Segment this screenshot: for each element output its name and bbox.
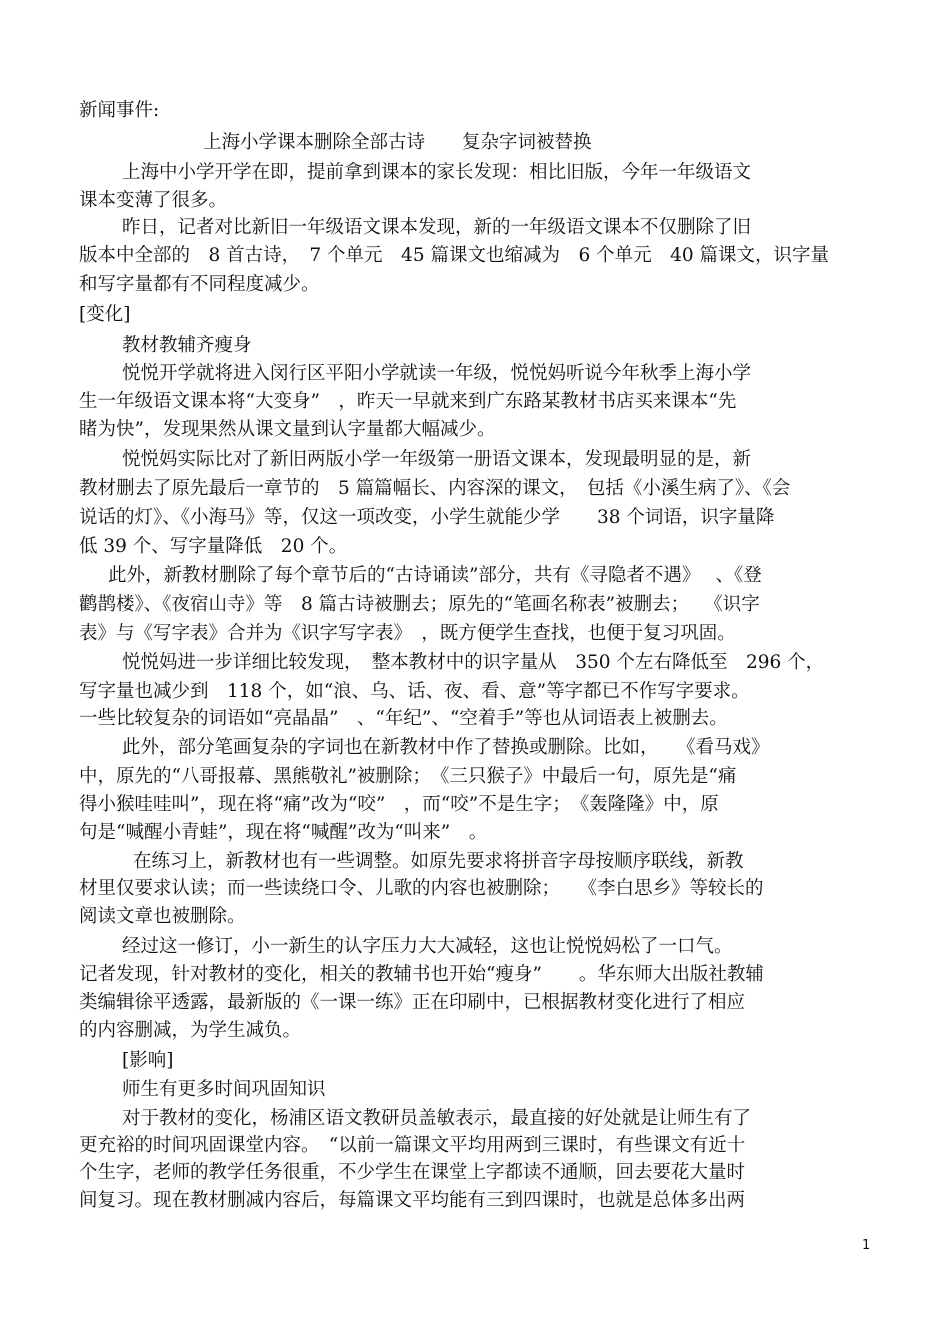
paragraph-line: 悦悦妈实际比对了新旧两版小学一年级第一册语文课本，发现最明显的是，新 (122, 449, 752, 470)
paragraph-line: 材里仅要求认读；而一些读绕口令、儿歌的内容也被删除； 《李白思乡》等较长的 (79, 878, 764, 899)
paragraph-line: 在练习上，新教材也有一些调整。如原先要求将拼音字母按顺序联线，新教 (133, 851, 744, 872)
paragraph-line: 教材删去了原先最后一章节的 5 篇篇幅长、内容深的课文， 包括《小溪生病了》、《会 (79, 478, 791, 499)
paragraph-line: 睹为快”，发现果然从课文量到认字量都大幅减少。 (79, 419, 496, 440)
paragraph-line: 悦悦开学就将进入闵行区平阳小学就读一年级，悦悦妈听说今年秋季上海小学 (122, 363, 752, 384)
section-marker: [变化] (79, 304, 131, 325)
paragraph-line: 悦悦妈进一步详细比较发现， 整本教材中的识字量从 350 个左右降低至 296 个， (122, 652, 825, 673)
headline: 上海小学课本删除全部古诗 复杂字词被替换 (203, 132, 592, 153)
paragraph-line: 表》与《写字表》合并为《识字写字表》 ，既方便学生查找，也便于复习巩固。 (79, 623, 736, 644)
paragraph-line: 类编辑徐平透露，最新版的《一课一练》正在印刷中，已根据教材变化进行了相应 (79, 992, 746, 1013)
paragraph-line: 鹳鹊楼》、《夜宿山寺》等 8 篇古诗被删去；原先的“笔画名称表”被删去； 《识字 (79, 594, 760, 615)
paragraph-line: 一些比较复杂的词语如“亮晶晶” 、“年纪”、“空着手”等也从词语表上被删去。 (79, 708, 728, 729)
paragraph-line: 版本中全部的 8 首古诗， 7 个单元 45 篇课文也缩减为 6 个单元 40 篇课文，识字量 (79, 245, 830, 266)
paragraph-line: 低 39 个、写字量降低 20 个。 (79, 536, 348, 557)
paragraph-line: 写字量也减少到 118 个，如“浪、乌、话、夜、看、意”等字都已不作写字要求。 (79, 681, 750, 702)
paragraph-line: 和写字量都有不同程度减少。 (79, 274, 320, 295)
paragraph-line: 上海中小学开学在即，提前拿到课本的家长发现：相比旧版，今年一年级语文 (122, 162, 752, 183)
paragraph-line: 昨日，记者对比新旧一年级语文课本发现，新的一年级语文课本不仅删除了旧 (122, 217, 752, 238)
paragraph-line: 记者发现，针对教材的变化，相关的教辅书也开始“瘦身” 。华东师大出版社教辅 (79, 964, 764, 985)
paragraph-line: 更充裕的时间巩固课堂内容。 “以前一篇课文平均用两到三课时，有些课文有近十 (79, 1135, 746, 1156)
subheading: 教材教辅齐瘦身 (122, 335, 252, 356)
subheading: 师生有更多时间巩固知识 (122, 1079, 326, 1100)
page-number: 1 (862, 1238, 871, 1253)
paragraph-line: 的内容删减，为学生减负。 (79, 1020, 302, 1041)
paragraph-line: 生一年级语文课本将“大变身” ，昨天一早就来到广东路某教材书店买来课本“先 (79, 391, 737, 412)
paragraph-line: 此外，部分笔画复杂的字词也在新教材中作了替换或删除。比如， 《看马戏》 (122, 737, 770, 758)
paragraph-line: 得小猴哇哇叫”，现在将“痛”改为“咬” ，而“咬”不是生字； 《轰隆隆》中，原 (79, 794, 719, 815)
paragraph-line: 中，原先的“八哥报幕、黑熊敬礼”被删除； 《三只猴子》中最后一句，原先是“痛 (79, 766, 737, 787)
paragraph-line: 对于教材的变化，杨浦区语文教研员盖敏表示，最直接的好处就是让师生有了 (122, 1108, 752, 1129)
paragraph-line: 阅读文章也被删除。 (79, 906, 246, 927)
paragraph-line: 经过这一修订，小一新生的认字压力大大减轻，这也让悦悦妈松了一口气。 (122, 936, 733, 957)
paragraph-line: 句是“喊醒小青蛙”，现在将“喊醒”改为“叫来” 。 (79, 822, 488, 843)
paragraph-line: 说话的灯》、《小海马》等，仅这一项改变，小学生就能少学 38 个词语，识字量降 (79, 507, 775, 528)
section-label: 新闻事件: (79, 100, 160, 121)
paragraph-line: 个生字，老师的教学任务很重，不少学生在课堂上字都读不通顺，回去要花大量时 (79, 1162, 746, 1183)
paragraph-line: 此外，新教材删除了每个章节后的“古诗诵读”部分，共有《寻隐者不遇》 、《登 (108, 565, 762, 586)
paragraph-line: 课本变薄了很多。 (79, 190, 228, 211)
paragraph-line: 间复习。现在教材删减内容后，每篇课文平均能有三到四课时，也就是总体多出两 (79, 1190, 746, 1211)
section-marker: [影响] (122, 1050, 174, 1071)
